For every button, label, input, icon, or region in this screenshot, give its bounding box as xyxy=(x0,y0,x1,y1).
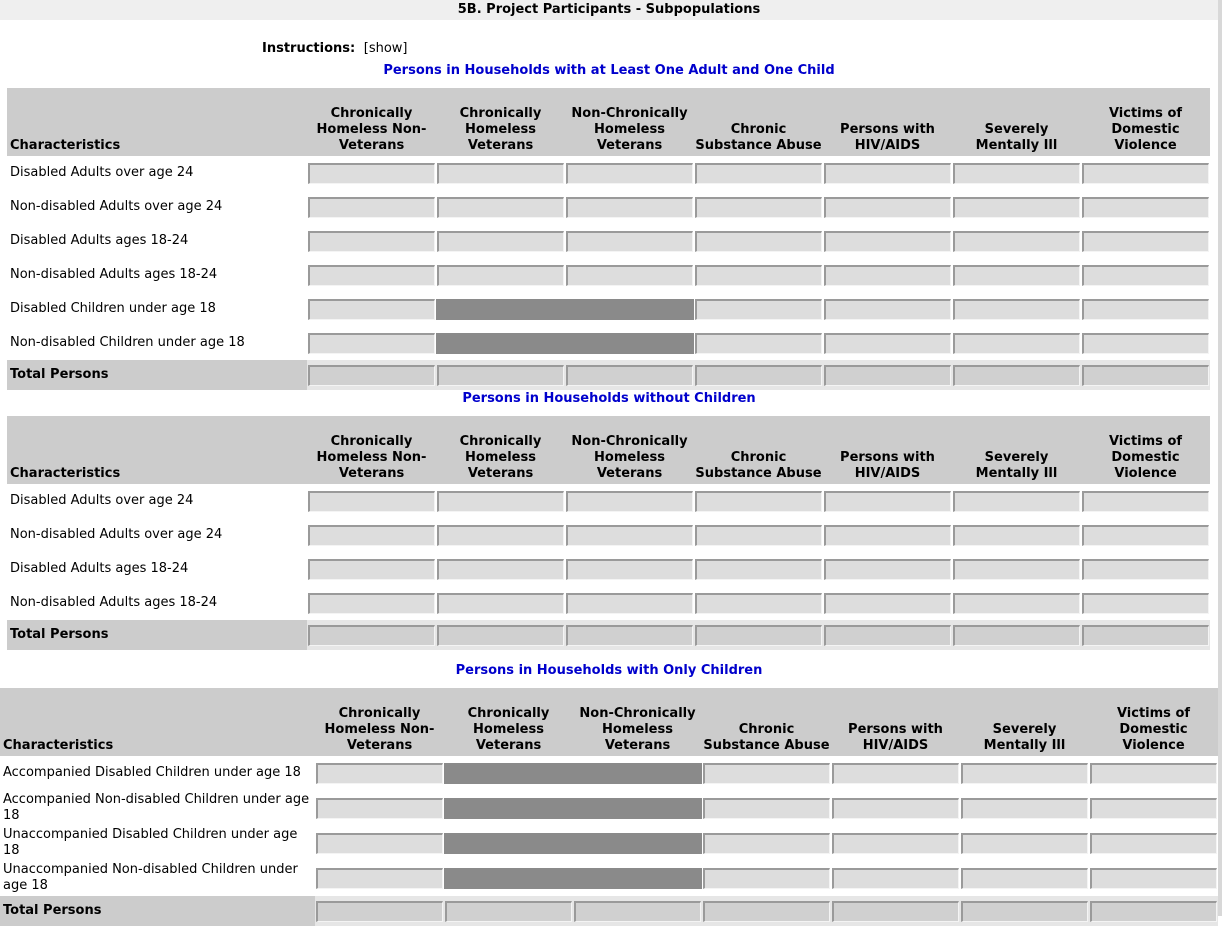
col-substance-abuse: Chronic Substance Abuse xyxy=(702,688,831,756)
count-input[interactable] xyxy=(566,593,693,614)
count-input[interactable] xyxy=(316,798,443,819)
total-row xyxy=(7,360,1210,390)
col-substance-abuse: Chronic Substance Abuse xyxy=(694,416,823,484)
count-input[interactable] xyxy=(695,265,822,286)
col-mentally-ill: Severely Mentally Ill xyxy=(960,688,1089,756)
section-title-adult-child: Persons in Households with at Least One Adult and One Child xyxy=(383,63,835,78)
col-substance-abuse: Chronic Substance Abuse xyxy=(694,88,823,156)
total-field xyxy=(437,365,564,386)
count-input[interactable] xyxy=(566,265,693,286)
total-field xyxy=(566,625,693,646)
row-label: Non-disabled Adults over age 24 xyxy=(10,199,223,214)
row-label: Non-disabled Children under age 18 xyxy=(10,335,245,350)
count-input[interactable] xyxy=(953,265,1080,286)
col-ch-veterans: Chronically Homeless Veterans xyxy=(436,88,565,156)
count-input[interactable] xyxy=(832,868,959,889)
count-input[interactable] xyxy=(308,163,435,184)
count-input[interactable] xyxy=(308,559,435,580)
table-row xyxy=(7,552,1210,586)
count-input[interactable] xyxy=(308,299,435,320)
count-input[interactable] xyxy=(953,197,1080,218)
col-mentally-ill: Severely Mentally Ill xyxy=(952,88,1081,156)
count-input[interactable] xyxy=(566,197,693,218)
count-input[interactable] xyxy=(703,763,830,784)
table-row xyxy=(0,860,1218,896)
col-domestic-violence: Victims of Domestic Violence xyxy=(1081,88,1210,156)
count-input[interactable] xyxy=(437,559,564,580)
count-input[interactable] xyxy=(437,231,564,252)
count-input[interactable] xyxy=(961,868,1088,889)
total-field xyxy=(1090,901,1217,922)
disabled-cell xyxy=(436,299,694,320)
count-input[interactable] xyxy=(1090,833,1217,854)
col-characteristics: Characteristics xyxy=(0,688,315,756)
count-input[interactable] xyxy=(308,333,435,354)
col-characteristics: Characteristics xyxy=(7,416,307,484)
row-label: Accompanied Non-disabled Children under age 18 xyxy=(3,792,310,823)
count-input[interactable] xyxy=(695,491,822,512)
table-row xyxy=(7,292,1210,326)
count-input[interactable] xyxy=(437,197,564,218)
count-input[interactable] xyxy=(308,231,435,252)
count-input[interactable] xyxy=(308,525,435,546)
total-label: Total Persons xyxy=(0,896,315,926)
table-row xyxy=(0,756,1218,790)
count-input[interactable] xyxy=(824,231,951,252)
row-label: Disabled Adults over age 24 xyxy=(10,165,194,180)
count-input[interactable] xyxy=(703,868,830,889)
disabled-cell xyxy=(444,833,702,854)
table-row xyxy=(7,518,1210,552)
count-input[interactable] xyxy=(1082,593,1209,614)
count-input[interactable] xyxy=(703,833,830,854)
disabled-cell xyxy=(444,868,702,889)
row-label: Accompanied Disabled Children under age 18 xyxy=(3,765,301,780)
count-input[interactable] xyxy=(953,231,1080,252)
total-field xyxy=(437,625,564,646)
count-input[interactable] xyxy=(824,525,951,546)
count-input[interactable] xyxy=(1082,265,1209,286)
col-characteristics: Characteristics xyxy=(7,88,307,156)
count-input[interactable] xyxy=(703,798,830,819)
row-label: Disabled Adults over age 24 xyxy=(10,493,194,508)
count-input[interactable] xyxy=(695,197,822,218)
count-input[interactable] xyxy=(695,299,822,320)
col-hiv-aids: Persons with HIV/AIDS xyxy=(831,688,960,756)
count-input[interactable] xyxy=(1082,559,1209,580)
count-input[interactable] xyxy=(961,833,1088,854)
total-row xyxy=(0,896,1218,926)
count-input[interactable] xyxy=(695,593,822,614)
row-label: Unaccompanied Non-disabled Children under age 18 xyxy=(3,862,298,893)
total-row xyxy=(7,620,1210,650)
count-input[interactable] xyxy=(824,333,951,354)
count-input[interactable] xyxy=(824,265,951,286)
count-input[interactable] xyxy=(316,868,443,889)
count-input[interactable] xyxy=(695,525,822,546)
count-input[interactable] xyxy=(824,197,951,218)
total-label: Total Persons xyxy=(7,620,307,650)
total-field xyxy=(566,365,693,386)
row-label: Unaccompanied Disabled Children under age 18 xyxy=(3,827,298,858)
count-input[interactable] xyxy=(695,163,822,184)
table-adult-child xyxy=(7,88,1210,390)
count-input[interactable] xyxy=(824,163,951,184)
count-input[interactable] xyxy=(953,163,1080,184)
total-field xyxy=(953,625,1080,646)
row-label: Disabled Adults ages 18-24 xyxy=(10,561,189,576)
total-field xyxy=(824,365,951,386)
total-field xyxy=(308,625,435,646)
scrollbar[interactable] xyxy=(1218,0,1222,916)
count-input[interactable] xyxy=(437,491,564,512)
count-input[interactable] xyxy=(316,763,443,784)
count-input[interactable] xyxy=(308,491,435,512)
count-input[interactable] xyxy=(1090,868,1217,889)
count-input[interactable] xyxy=(1090,763,1217,784)
count-input[interactable] xyxy=(824,593,951,614)
table-row xyxy=(7,156,1210,190)
table-row xyxy=(7,190,1210,224)
total-field xyxy=(961,901,1088,922)
count-input[interactable] xyxy=(953,491,1080,512)
col-non-ch-veterans: Non-Chronically Homeless Veterans xyxy=(573,688,702,756)
col-ch-veterans: Chronically Homeless Veterans xyxy=(444,688,573,756)
count-input[interactable] xyxy=(1082,299,1209,320)
count-input[interactable] xyxy=(953,525,1080,546)
instructions-label: Instructions: xyxy=(262,41,356,56)
table-row xyxy=(7,258,1210,292)
total-field xyxy=(445,901,572,922)
table-row xyxy=(0,790,1218,826)
col-ch-non-veterans: Chronically Homeless Non-Veterans xyxy=(307,416,436,484)
col-ch-non-veterans: Chronically Homeless Non-Veterans xyxy=(315,688,444,756)
count-input[interactable] xyxy=(437,265,564,286)
count-input[interactable] xyxy=(566,491,693,512)
total-field xyxy=(308,365,435,386)
count-input[interactable] xyxy=(824,559,951,580)
count-input[interactable] xyxy=(566,231,693,252)
count-input[interactable] xyxy=(1082,231,1209,252)
total-field xyxy=(316,901,443,922)
total-field xyxy=(832,901,959,922)
count-input[interactable] xyxy=(1082,525,1209,546)
count-input[interactable] xyxy=(437,163,564,184)
disabled-cell xyxy=(444,798,702,819)
total-field xyxy=(695,625,822,646)
count-input[interactable] xyxy=(308,197,435,218)
count-input[interactable] xyxy=(695,333,822,354)
table-row xyxy=(0,826,1218,860)
col-domestic-violence: Victims of Domestic Violence xyxy=(1081,416,1210,484)
count-input[interactable] xyxy=(316,833,443,854)
count-input[interactable] xyxy=(953,593,1080,614)
total-field xyxy=(695,365,822,386)
total-field xyxy=(953,365,1080,386)
row-label: Non-disabled Adults ages 18-24 xyxy=(10,267,218,282)
count-input[interactable] xyxy=(832,798,959,819)
total-field xyxy=(574,901,701,922)
count-input[interactable] xyxy=(824,299,951,320)
count-input[interactable] xyxy=(1090,798,1217,819)
total-label: Total Persons xyxy=(7,360,307,390)
table-row xyxy=(7,224,1210,258)
section-title-without-children: Persons in Households without Children xyxy=(462,391,756,406)
disabled-cell xyxy=(444,763,702,784)
count-input[interactable] xyxy=(953,299,1080,320)
col-hiv-aids: Persons with HIV/AIDS xyxy=(823,88,952,156)
table-row xyxy=(7,484,1210,518)
instructions-show-link[interactable]: [show] xyxy=(363,41,408,56)
row-label: Disabled Adults ages 18-24 xyxy=(10,233,189,248)
table-only-children xyxy=(0,688,1218,926)
count-input[interactable] xyxy=(961,798,1088,819)
disabled-cell xyxy=(436,333,694,354)
col-domestic-violence: Victims of Domestic Violence xyxy=(1089,688,1218,756)
table-without-children xyxy=(7,416,1210,650)
col-ch-veterans: Chronically Homeless Veterans xyxy=(436,416,565,484)
table-row xyxy=(7,326,1210,360)
count-input[interactable] xyxy=(437,525,564,546)
count-input[interactable] xyxy=(695,231,822,252)
count-input[interactable] xyxy=(566,163,693,184)
count-input[interactable] xyxy=(832,763,959,784)
row-label: Non-disabled Adults ages 18-24 xyxy=(10,595,218,610)
count-input[interactable] xyxy=(1082,163,1209,184)
col-hiv-aids: Persons with HIV/AIDS xyxy=(823,416,952,484)
count-input[interactable] xyxy=(961,763,1088,784)
col-mentally-ill: Severely Mentally Ill xyxy=(952,416,1081,484)
count-input[interactable] xyxy=(824,491,951,512)
section-title-only-children: Persons in Households with Only Children xyxy=(455,663,763,678)
col-non-ch-veterans: Non-Chronically Homeless Veterans xyxy=(565,416,694,484)
count-input[interactable] xyxy=(953,333,1080,354)
count-input[interactable] xyxy=(1082,333,1209,354)
total-field xyxy=(1082,365,1209,386)
count-input[interactable] xyxy=(953,559,1080,580)
row-label: Disabled Children under age 18 xyxy=(10,301,216,316)
count-input[interactable] xyxy=(1082,197,1209,218)
count-input[interactable] xyxy=(566,525,693,546)
total-field xyxy=(703,901,830,922)
col-ch-non-veterans: Chronically Homeless Non-Veterans xyxy=(307,88,436,156)
count-input[interactable] xyxy=(695,559,822,580)
count-input[interactable] xyxy=(308,593,435,614)
total-field xyxy=(1082,625,1209,646)
instructions xyxy=(262,41,408,56)
count-input[interactable] xyxy=(437,593,564,614)
page-title: 5B. Project Participants - Subpopulations xyxy=(0,0,1218,20)
count-input[interactable] xyxy=(308,265,435,286)
total-field xyxy=(824,625,951,646)
table-row xyxy=(7,586,1210,620)
row-label: Non-disabled Adults over age 24 xyxy=(10,527,223,542)
count-input[interactable] xyxy=(1082,491,1209,512)
count-input[interactable] xyxy=(566,559,693,580)
col-non-ch-veterans: Non-Chronically Homeless Veterans xyxy=(565,88,694,156)
count-input[interactable] xyxy=(832,833,959,854)
